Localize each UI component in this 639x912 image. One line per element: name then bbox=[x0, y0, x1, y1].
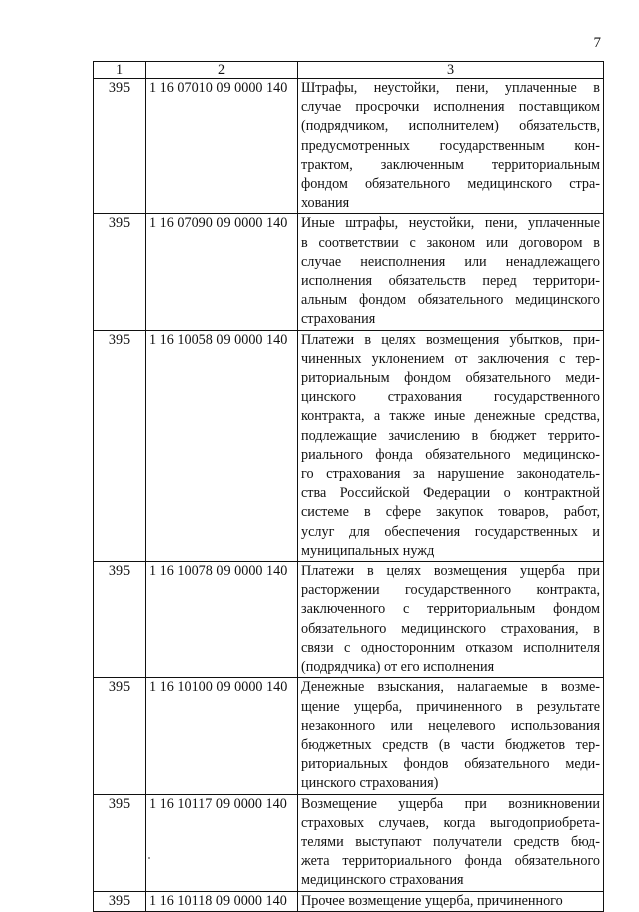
column-header-1: 1 bbox=[94, 62, 146, 79]
description-line: цинского страхования) bbox=[301, 775, 439, 792]
cell-budget-code: 1 16 10117 09 0000 140 bbox=[146, 794, 298, 891]
cell-admin-code: 395 bbox=[94, 79, 146, 214]
cell-budget-code: 1 16 07090 09 0000 140 bbox=[146, 214, 298, 330]
cell-budget-code: 1 16 10100 09 0000 140 bbox=[146, 678, 298, 794]
description-line: альным фондом обязательного медицинского bbox=[301, 292, 600, 309]
cell-admin-code: 395 bbox=[94, 794, 146, 891]
table-row bbox=[94, 891, 604, 911]
description-line: обязательного медицинского страхования, в bbox=[301, 620, 600, 637]
description-line: риториальным фондом обязательного меди- bbox=[301, 370, 600, 387]
description-line: случае просрочки исполнения поставщиком bbox=[301, 99, 600, 116]
table-row bbox=[94, 214, 604, 330]
cell-description bbox=[298, 562, 604, 678]
description-line: контракта, а также иные денежные средства, bbox=[301, 408, 600, 425]
cell-budget-code: 1 16 10118 09 0000 140 bbox=[146, 891, 298, 911]
description-line: телями выступают получатели средств бюд- bbox=[301, 833, 600, 850]
scan-speck bbox=[148, 857, 150, 859]
cell-description bbox=[298, 678, 604, 794]
cell-budget-code: 1 16 10078 09 0000 140 bbox=[146, 562, 298, 678]
description-line: жета территориального фонда обязательного bbox=[301, 853, 600, 870]
description-line: Возмещение ущерба при возникновении bbox=[301, 795, 600, 812]
description-line: заключенного с территориальным фондом bbox=[301, 601, 600, 618]
description-line: незаконного или нецелевого использования bbox=[301, 717, 600, 734]
cell-description bbox=[298, 79, 604, 214]
description-line: расторжении государственного контракта, bbox=[301, 582, 600, 599]
cell-description bbox=[298, 330, 604, 561]
cell-description bbox=[298, 214, 604, 330]
table-body bbox=[94, 79, 604, 912]
description-line: страховых случаев, когда выгодоприобрета- bbox=[301, 814, 600, 831]
description-line: в соответствии с законом или договором в bbox=[301, 234, 600, 251]
description-line: риториальных фондов обязательного меди- bbox=[301, 756, 600, 773]
description-line: Платежи в целях возмещения ущерба при bbox=[301, 563, 600, 580]
table-row bbox=[94, 562, 604, 678]
cell-admin-code: 395 bbox=[94, 214, 146, 330]
table-row bbox=[94, 79, 604, 214]
cell-budget-code: 1 16 10058 09 0000 140 bbox=[146, 330, 298, 561]
description-line: случае неисполнения или ненадлежащего bbox=[301, 253, 600, 270]
description-line: системе в сфере закупок товаров, работ, bbox=[301, 504, 600, 521]
table-row bbox=[94, 678, 604, 794]
description-line: муниципальных нужд bbox=[301, 542, 435, 559]
description-line: предусмотренных государственным кон- bbox=[301, 137, 600, 154]
description-line: услуг для обеспечения государственных и bbox=[301, 523, 600, 540]
cell-budget-code: 1 16 07010 09 0000 140 bbox=[146, 79, 298, 214]
description-line: Прочее возмещение ущерба, причиненного bbox=[301, 892, 563, 909]
cell-description bbox=[298, 891, 604, 911]
cell-admin-code: 395 bbox=[94, 678, 146, 794]
description-line: (подрядчика) от его исполнения bbox=[301, 659, 495, 676]
description-line: подлежащие зачислению в бюджет террито- bbox=[301, 427, 600, 444]
description-line: медицинского страхования bbox=[301, 872, 464, 889]
cell-admin-code: 395 bbox=[94, 330, 146, 561]
cell-admin-code: 395 bbox=[94, 891, 146, 911]
description-line: хования bbox=[301, 195, 350, 212]
description-line: го страхования за нарушение законодатель- bbox=[301, 466, 600, 483]
description-line: Иные штрафы, неустойки, пени, уплаченные bbox=[301, 215, 600, 232]
page-number: 7 bbox=[593, 35, 601, 51]
cell-admin-code: 395 bbox=[94, 562, 146, 678]
description-line: щение ущерба, причиненного в результате bbox=[301, 698, 600, 715]
description-line: Денежные взыскания, налагаемые в возме- bbox=[301, 679, 600, 696]
description-line: цинского страхования государственного bbox=[301, 389, 600, 406]
description-line: фондом обязательного медицинского стра- bbox=[301, 176, 600, 193]
column-header-2: 2 bbox=[146, 62, 298, 79]
description-line: чиненных уклонением от заключения с тер- bbox=[301, 350, 600, 367]
cell-description bbox=[298, 794, 604, 891]
description-line: ства Российской Федерации о контрактной bbox=[301, 485, 600, 502]
description-line: страхования bbox=[301, 311, 376, 328]
description-line: бюджетных средств (в части бюджетов тер- bbox=[301, 736, 600, 753]
table-row bbox=[94, 794, 604, 891]
column-header-3: 3 bbox=[298, 62, 604, 79]
table-header-row bbox=[94, 62, 604, 79]
description-line: (подрядчиком, исполнителем) обязательств, bbox=[301, 118, 600, 135]
description-line: связи с односторонним отказом исполнителя bbox=[301, 639, 600, 656]
description-line: Платежи в целях возмещения убытков, при- bbox=[301, 331, 600, 348]
description-line: риального фонда обязательного медицинско- bbox=[301, 446, 600, 463]
budget-codes-table bbox=[93, 61, 604, 912]
description-line: трактом, заключенным территориальным bbox=[301, 156, 600, 173]
table-row bbox=[94, 330, 604, 561]
description-line: Штрафы, неустойки, пени, уплаченные в bbox=[301, 80, 600, 96]
description-line: исполнения обязательств перед территори- bbox=[301, 273, 600, 290]
